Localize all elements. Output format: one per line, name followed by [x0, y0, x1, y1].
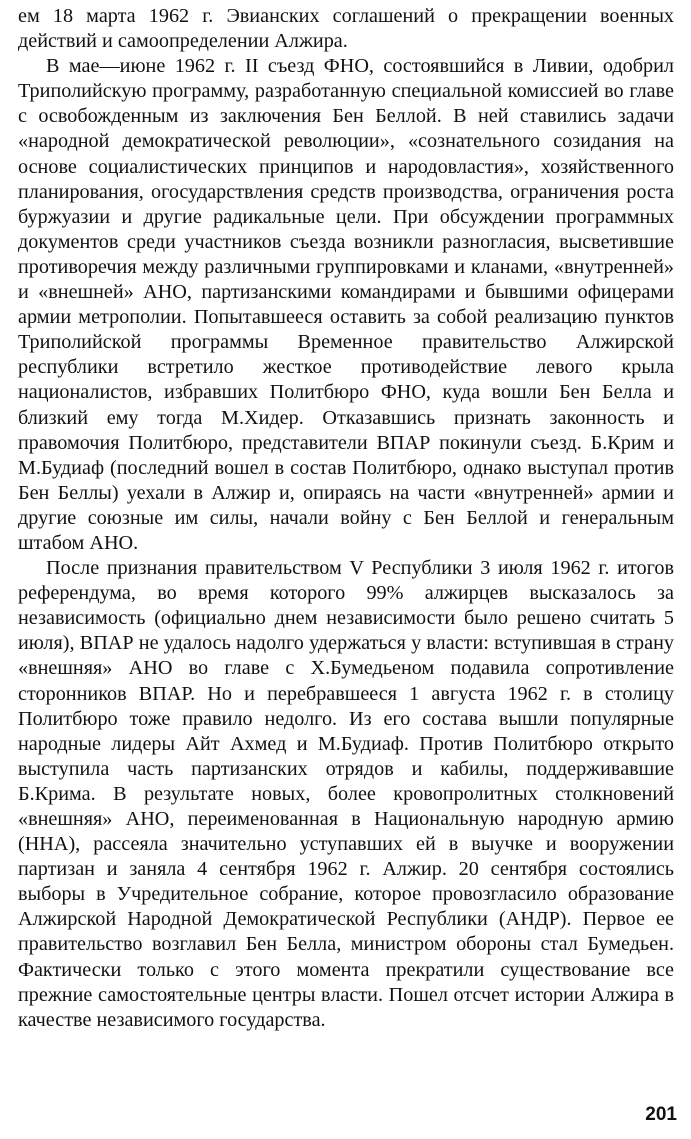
- page-number: 201: [645, 1104, 677, 1125]
- paragraph-independence: После признания правительством V Республики 3 июля 1962 г. итогов референдума, во время которого 99% алжирцев высказалось за независимость (официально днем независимости было решено считать 5 июля), ВПАР не удалось надолго удержаться у власти: вступившая в страну «внешняя» АНО во главе с Х.Бумедьеном подавила сопротивление сторонников ВПАР. Но и перебравшееся 1 августа 1962 г. в столицу Политбюро тоже правило недолго. Из его состава вышли популярные народные лидеры Айт Ахмед и М.Будиаф. Против Политбюро открыто выступила часть партизанских отрядов и кабилы, поддерживавшие Б.Крима. В результате новых, более кровопролитных столкновений «внешняя» АНО, переименованная в Национальную народную армию (ННА), рассеяла значительно уступавших ей в выучке и вооружении партизан и заняла 4 сентября 1962 г. Алжир. 20 сентября состоялись выборы в Учредительное собрание, которое провозгласило образование Алжирской Народной Демократической Республики (АНДР). Первое ее правительство возглавил Бен Белла, министром обороны стал Бумедьен. Фактически только с этого момента прекратили существование все прежние самостоятельные центры власти. Пошел отсчет истории Алжира в качестве независимого государства.: [18, 557, 674, 1031]
- paragraph-second-congress: В мае—июне 1962 г. II съезд ФНО, состоявшийся в Ливии, одобрил Триполийскую программу, разработанную специальной комиссией во главе с освобожденным из заключения Бен Беллой. В ней ставились задачи «народной демократической революции», «сознательного созидания на основе социалистических принципов и народовластия», хозяйственного планирования, огосударствления средств производства, ограничения роста буржуазии и другие радикальные цели. При обсуждении программных документов среди участников съезда возникли разногласия, высветившие противоречия между различными группировками и кланами, «внутренней» и «внешней» АНО, партизанскими командирами и бывшими офицерами армии метрополии. Попытавшееся оставить за собой реализацию пунктов Триполийской программы Временное правительство Алжирской республики встретило жесткое противодействие левого крыла националистов, избравших Политбюро ФНО, куда вошли Бен Белла и близкий ему тогда М.Хидер. Отказавшись признать законность и правомочия Политбюро, представители ВПАР покинули съезд. Б.Крим и М.Будиаф (последний вошел в состав Политбюро, однако выступал против Бен Беллы) уехали в Алжир и, опираясь на части «внутренней» армии и другие союзные им силы, начали войну с Бен Беллой и генеральным штабом АНО.: [18, 55, 674, 554]
- paragraph-continuation: ем 18 марта 1962 г. Эвианских соглашений о прекращении военных действий и самоопределении Алжира.: [18, 5, 674, 53]
- page-body: [18, 4, 674, 1033]
